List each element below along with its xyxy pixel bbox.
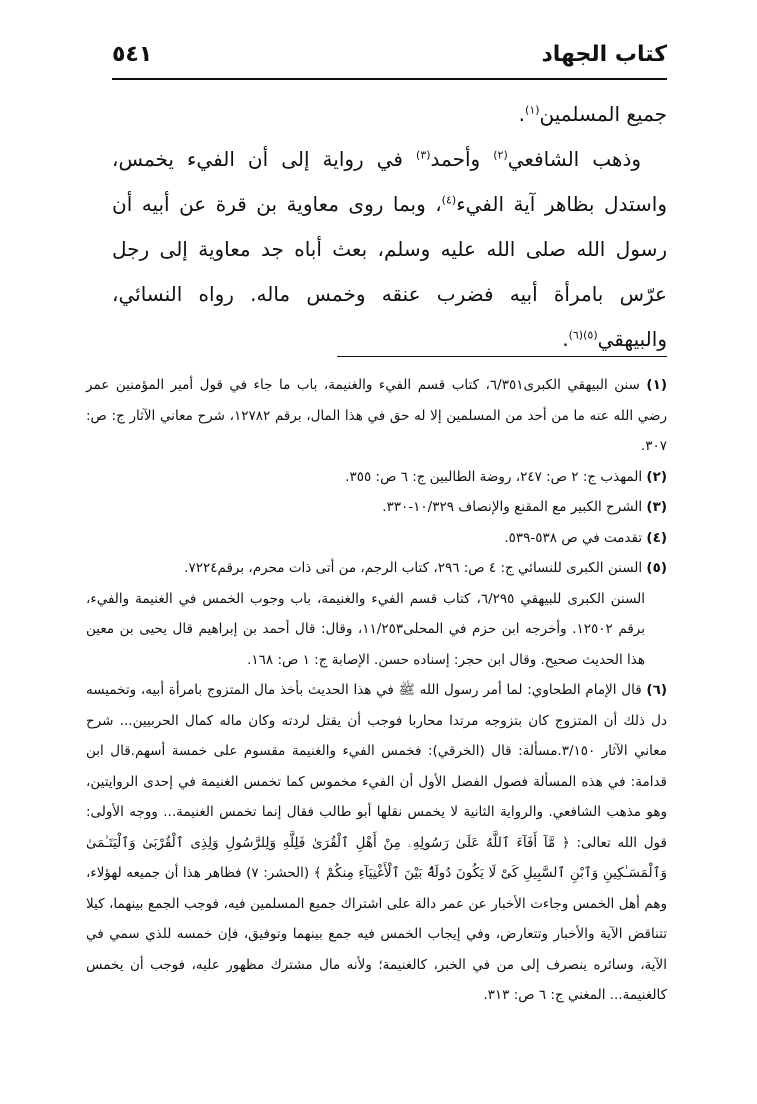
main-paragraph-2 [112, 137, 667, 362]
p2-part-a: وذهب الشافعي [507, 147, 642, 171]
page-number: ٥٤١ [112, 42, 153, 67]
footnote-ref-1: (١) [525, 103, 540, 117]
p2-part-b: وأحمد [430, 147, 494, 171]
p2-part-d: ، وبما روى معاوية بن قرة عن أبيه أن رسول الله صلى الله عليه وسلم، بعث أباه جد معاوية إلى رجل عرّس بامرأة أبيه فضرب عنقه وخمس ماله. رواه النسائي، والبيهقي [112, 192, 667, 351]
main-line-1: جميع المسلمين$^{(١)}$. [518, 102, 667, 126]
footnote-4-number: (٤) [646, 529, 667, 546]
footnote-6 [86, 675, 667, 1011]
footnote-5 [86, 553, 667, 584]
footnote-1-number: (١) [646, 377, 667, 393]
footnote-4-text: تقدمت في ص ٥٣٨-٥٣٩. [504, 529, 643, 546]
footnote-5-line-1: السنن الكبرى للنسائي ج: ٤ ص: ٢٩٦، كتاب الرجم، من أتى ذات محرم، برقم٧٢٢٤. [184, 560, 643, 576]
footnote-3-text: الشرح الكبير مع المقنع والإنصاف ١٠/٣٢٩-٣٣٠. [382, 499, 643, 515]
footnote-ref-5-6: (٥)(٦) [568, 328, 598, 342]
footnote-4 [86, 523, 667, 554]
main-line-1-text: جميع المسلمين [539, 102, 667, 126]
p2-part-c: في رواية إلى أن الفيء يخمس، واستدل بظاهر آية الفيء [112, 147, 667, 216]
footnote-6-text: قال الإمام الطحاوي: لما أمر رسول الله ﷺ في هذا الحديث بأخذ مال المتزوج بامرأة أبيه، وتخميسه دل ذلك أن المتزوج كان بتزوجه مرتدا محاربا فوجب أن يقتل لردته وكان ماله كمال الحربيين... شرح معاني الآثار ٣/١٥٠.مسألة: قال (الخرقي): فخمس الفيء والغنيمة مقسوم على خمسة أسهم.قال ابن قدامة: في هذه المسألة فصول الفصل الأول أن الفيء مخموس كما تخمس الغنيمة في إحدى الروايتين، وهو مذهب الشافعي. والرواية الثانية لا يخمس نقلها أبو طالب فقال إنما تخمس الغنيمة... ووجه الأولى: قول الله تعالى: ﴿ مَّآ أَفَآءَ ٱللَّهُ عَلَىٰ رَسُولِهِۦ مِنْ أَهْلِ ٱلْقُرَىٰ فَلِلَّهِ وَلِلرَّسُولِ وَلِذِى ٱلْقُرْبَىٰ وَٱلْيَتَـٰمَىٰ وَٱلْمَسَـٰكِينِ وَٱبْنِ ٱلسَّبِيلِ كَىْ لَا يَكُونَ دُولَةًۢ بَيْنَ ٱلْأَغْنِيَآءِ مِنكُمْ ﴾ (الحشر: ٧) فظاهر هذا أن جميعه لهؤلاء، وهم أهل الخمس وجاءت الأخبار عن عمر دالة على اشتراك جميع المسلمين فيه، فوجب الجمع بينهما، كيلا تتناقض الآية والأخبار وتتعارض، وفي إيجاب الخمس فيه جمع بينهما وتوفيق، فإن خمسه للذي سمي في الآية، وسائره ينصرف إلى من في الخبر، كالغنيمة؛ ولأنه مال مشترك مظهور عليه، فوجب أن يخمس كالغنيمة... المغني ج: ٦ ص: ٣١٣. [86, 682, 667, 1003]
footnote-divider [337, 356, 667, 357]
book-title: كتاب الجهاد [541, 42, 667, 67]
footnote-5-line-2: السنن الكبرى للبيهقي ٦/٢٩٥، كتاب قسم الفيء والغنيمة، باب وجوب الخمس في الغنيمة والفيء، برقم ١٢٥٠٢. وأخرجه ابن حزم في المحلى١١/٢٥٣، وقال: قال أحمد بن إبراهيم قال يحيى بن معين هذا الحديث صحيح. وقال ابن حجر: إسناده حسن. الإصابة ج: ١ ص: ١٦٨. [86, 590, 645, 668]
footnotes [86, 370, 667, 1011]
main-text [112, 92, 667, 362]
footnote-ref-4: (٤) [441, 193, 457, 207]
footnote-3-number: (٣) [646, 499, 667, 515]
footnote-2 [86, 462, 667, 493]
p2-end: . [562, 327, 569, 351]
footnote-5-continued [86, 584, 667, 676]
footnote-ref-2: (٢) [493, 148, 508, 162]
footnote-1 [86, 370, 667, 462]
footnote-1-text: سنن البيهقي الكبرى٦/٣٥١، كتاب قسم الفيء والغنيمة، باب ما جاء في قول أمير المؤمنين عمر رضي الله عنه ما من أحد من المسلمين إلا له حق في هذا المال، برقم ١٢٧٨٢، شرح معاني الآثار ج: ص: ٣٠٧. [86, 377, 667, 454]
footnote-2-number: (٢) [646, 468, 667, 485]
footnote-5-number: (٥) [646, 560, 667, 576]
footnote-ref-3: (٣) [416, 148, 431, 162]
footnote-3 [86, 492, 667, 523]
footnote-6-number: (٦) [646, 682, 667, 698]
footnote-2-text: المهذب ج: ٢ ص: ٢٤٧، روضة الطالبين ج: ٦ ص: ٣٥٥. [345, 468, 643, 485]
page-header [112, 38, 667, 80]
